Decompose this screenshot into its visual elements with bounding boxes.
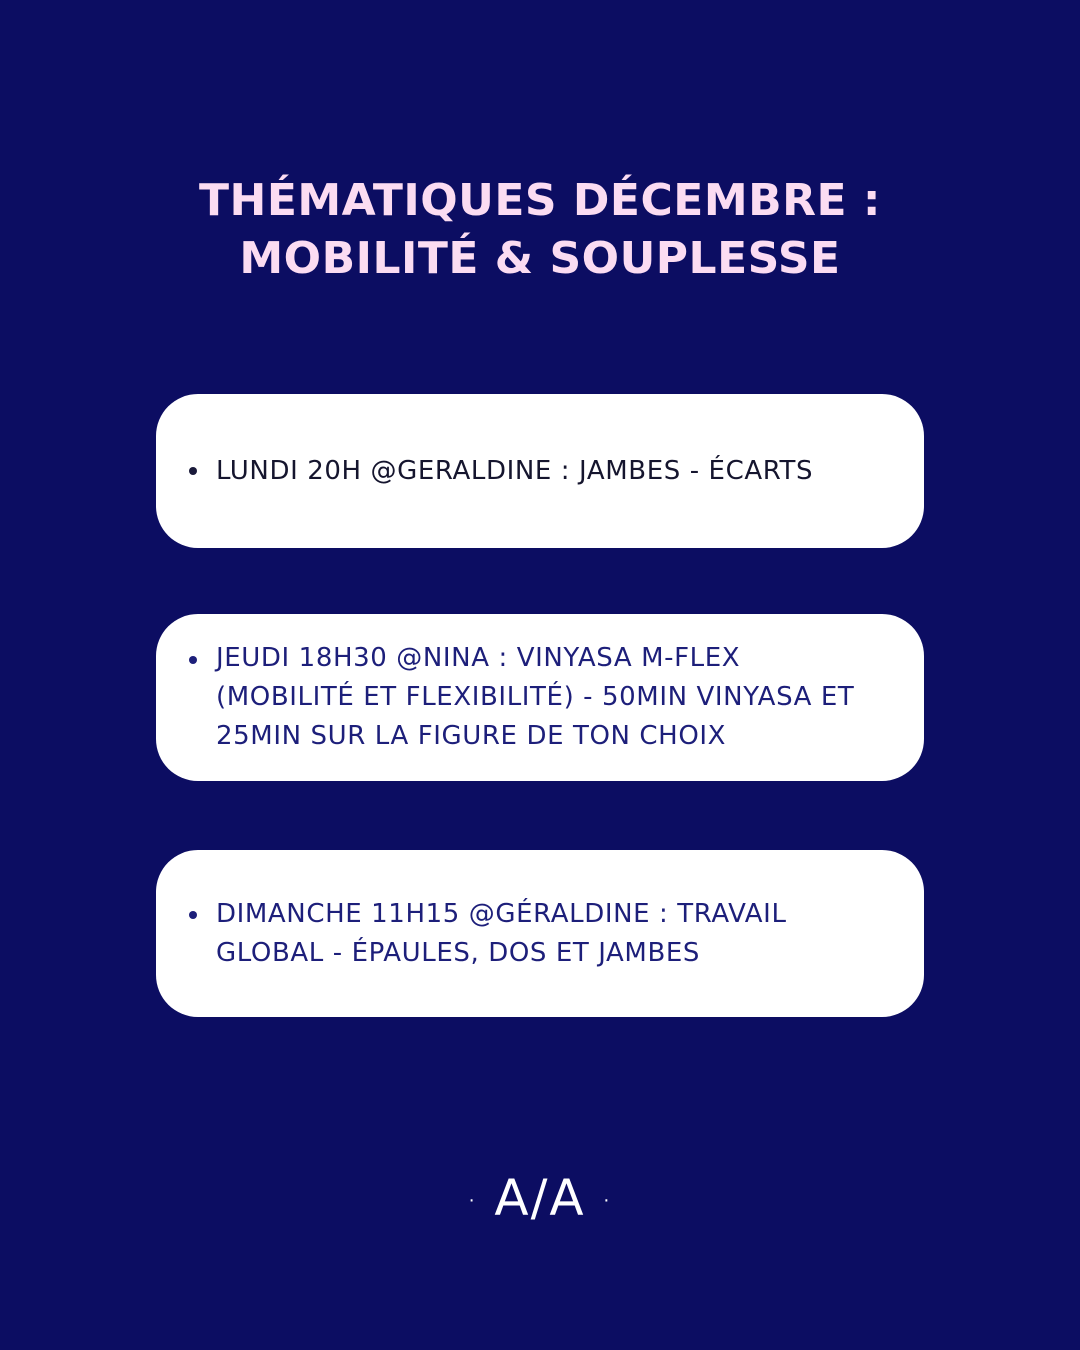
session-text <box>216 895 787 973</box>
session-card-sunday <box>156 850 924 1017</box>
session-text-line: (MOBILITÉ ET FLEXIBILITÉ) - 50MIN VINYASA ET <box>216 682 855 712</box>
session-text-line: 25MIN SUR LA FIGURE DE TON CHOIX <box>216 721 727 751</box>
brand-logo <box>0 1168 1080 1232</box>
logo-text: A/A <box>494 1169 586 1227</box>
session-text-line: LUNDI 20H @GERALDINE : JAMBES - ÉCARTS <box>216 455 814 486</box>
session-text <box>216 639 854 756</box>
session-text <box>216 452 813 491</box>
page-title-line-1: THÉMATIQUES DÉCEMBRE : <box>199 175 881 226</box>
bullet-dot-icon <box>189 911 197 919</box>
session-card-monday <box>156 394 924 548</box>
session-text-line: DIMANCHE 11H15 @GÉRALDINE : TRAVAIL <box>216 898 787 929</box>
bullet-dot-icon <box>189 467 197 475</box>
logo-dot-right: · <box>603 1190 612 1212</box>
bullet-dot-icon <box>189 656 197 664</box>
logo-dot-left: · <box>468 1190 477 1212</box>
session-text-line: GLOBAL - ÉPAULES, DOS ET JAMBES <box>216 937 701 968</box>
session-text-line: JEUDI 18H30 @NINA : VINYASA M-FLEX <box>216 643 741 673</box>
page-title-line-2: MOBILITÉ & SOUPLESSE <box>239 233 841 284</box>
session-card-thursday <box>156 614 924 781</box>
page-title <box>0 172 1080 288</box>
